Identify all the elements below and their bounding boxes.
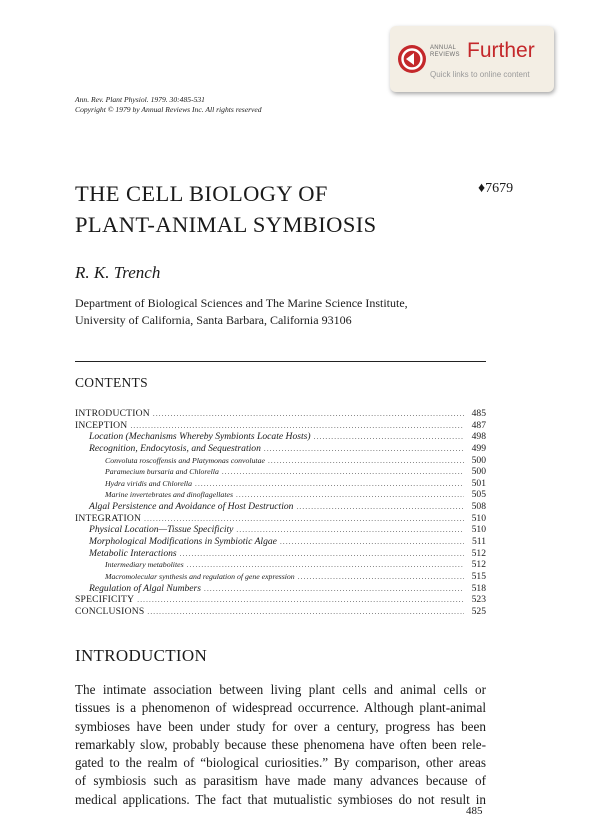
toc-entry[interactable] [75, 536, 486, 548]
toc-entry-label: Marine invertebrates and dinoflagellates [105, 490, 233, 500]
toc-entry-label: Metabolic Interactions [89, 547, 177, 559]
title-line-2: PLANT-ANIMAL SYMBIOSIS [75, 212, 377, 237]
toc-entry-page: 510 [471, 512, 486, 524]
toc-entry-label: Morphological Modifications in Symbiotic Algae [89, 536, 277, 548]
toc-leader-dots [222, 467, 464, 479]
toc-entry-page: 505 [471, 489, 486, 501]
toc-entry[interactable] [75, 548, 486, 560]
toc-entry-label: Recognition, Endocytosis, and Sequestration [89, 442, 261, 454]
toc-leader-dots [147, 607, 464, 619]
toc-entry-label: Physical Location—Tissue Specificity [89, 524, 234, 536]
toc-entry-label: CONCLUSIONS [75, 605, 145, 617]
toc-entry-page: 525 [471, 605, 486, 617]
toc-leader-dots [264, 444, 464, 456]
page-number: 485 [466, 805, 483, 817]
toc-entry-page: 485 [471, 408, 486, 419]
toc-entry-page: 512 [471, 559, 486, 571]
toc-entry[interactable] [75, 443, 486, 455]
toc-leader-dots [204, 584, 464, 596]
toc-entry[interactable] [75, 466, 486, 478]
toc-entry[interactable] [75, 489, 486, 501]
toc-entry-page: 510 [471, 524, 486, 536]
journal-citation [75, 95, 262, 115]
further-tagline: Quick links to online content [430, 70, 530, 79]
toc-entry-page: 498 [471, 431, 486, 443]
toc-entry-label: Convoluta roscoffensis and Platymonas convolutae [105, 455, 265, 465]
toc-entry-page: 518 [471, 582, 486, 594]
toc-entry[interactable] [75, 524, 486, 536]
further-brand: Further [467, 39, 535, 62]
toc-entry-label: INTEGRATION [75, 512, 142, 524]
affiliation-line-1: Department of Biological Sciences and The Marine Science Institute, [75, 296, 408, 310]
toc-entry-page: 508 [471, 501, 486, 513]
toc-leader-dots [137, 595, 464, 607]
toc-entry-label: SPECIFICITY [75, 594, 135, 606]
toc-entry[interactable] [75, 513, 486, 525]
publisher-wordmark [430, 45, 460, 59]
toc-leader-dots [180, 549, 464, 561]
body-text-line: remarkably slow, probably because these phenomena have often been rele- [75, 736, 486, 752]
toc-entry-page: 500 [471, 466, 486, 478]
toc-entry[interactable] [75, 420, 486, 432]
toc-leader-dots [280, 537, 464, 549]
author-name: R. K. Trench [75, 263, 161, 282]
title-line-1: THE CELL BIOLOGY OF [75, 181, 328, 206]
toc-leader-dots [314, 432, 464, 444]
copyright-line: Copyright © 1979 by Annual Reviews Inc. All rights reserved [75, 105, 262, 114]
section-heading: INTRODUCTION [75, 646, 208, 665]
toc-leader-dots [298, 572, 464, 584]
body-text-line: of symbiosis such as parasitism have made many advances because of [75, 773, 486, 789]
article-title [75, 178, 377, 240]
toc-entry-page: 515 [471, 570, 486, 582]
toc-entry[interactable] [75, 571, 486, 583]
toc-entry[interactable] [75, 455, 486, 467]
toc-entry[interactable] [75, 431, 486, 443]
annual-reviews-logo-icon [398, 45, 426, 73]
table-of-contents [75, 408, 486, 618]
toc-entry-page: 523 [471, 594, 486, 606]
toc-entry-label: Location (Mechanisms Whereby Symbionts Locate Hosts) [89, 431, 311, 443]
toc-entry-page: 512 [471, 547, 486, 559]
toc-entry[interactable] [75, 606, 486, 618]
toc-entry-label: INCEPTION [75, 419, 128, 431]
divider-rule [75, 361, 486, 362]
toc-entry-label: Paramecium bursaria and Chlorella [105, 467, 219, 477]
toc-entry-label: Algal Persistence and Avoidance of Host Destruction [89, 501, 294, 513]
toc-entry[interactable] [75, 501, 486, 513]
body-text-line: tissues is a phenomenon of widespread occurrence. Although plant-animal [75, 700, 486, 716]
toc-entry[interactable] [75, 583, 486, 595]
body-text-line: symbioses have been under study for over a century, progress has been [75, 718, 486, 734]
toc-leader-dots [268, 456, 464, 468]
toc-entry-page: 511 [471, 536, 486, 548]
toc-leader-dots [296, 502, 464, 514]
toc-entry-page: 500 [471, 454, 486, 466]
body-text-line: medical applications. The fact that mutualistic symbioses do not result in [75, 791, 486, 807]
toc-leader-dots [195, 479, 464, 491]
toc-entry-label: INTRODUCTION [75, 408, 150, 419]
toc-entry[interactable] [75, 408, 486, 420]
article-number: ♦7679 [478, 181, 514, 196]
publisher-line-1: ANNUAL [430, 45, 457, 51]
contents-heading: CONTENTS [75, 375, 148, 390]
toc-entry[interactable] [75, 559, 486, 571]
publisher-line-2: REVIEWS [430, 52, 460, 58]
author-affiliation [75, 295, 408, 329]
toc-entry[interactable] [75, 478, 486, 490]
toc-entry-page: 499 [471, 442, 486, 454]
citation-line: Ann. Rev. Plant Physiol. 1979. 30:485-531 [75, 95, 205, 104]
toc-entry-page: 487 [471, 419, 486, 431]
annual-reviews-further-badge[interactable] [390, 26, 554, 92]
introduction-body [75, 681, 486, 809]
body-text-line: The intimate association between living plant cells and animal cells or [75, 682, 486, 697]
body-text-line: gated to the realm of “biological curiosities.” By comparison, other areas [75, 755, 486, 771]
toc-entry-page: 501 [471, 477, 486, 489]
toc-leader-dots [153, 409, 464, 421]
toc-entry-label: Hydra viridis and Chlorella [105, 478, 192, 488]
toc-entry-label: Intermediary metabolites [105, 560, 184, 570]
toc-entry-label: Macromolecular synthesis and regulation of gene expression [105, 571, 295, 581]
toc-entry[interactable] [75, 594, 486, 606]
affiliation-line-2: University of California, Santa Barbara, California 93106 [75, 313, 352, 327]
toc-entry-label: Regulation of Algal Numbers [89, 582, 202, 594]
